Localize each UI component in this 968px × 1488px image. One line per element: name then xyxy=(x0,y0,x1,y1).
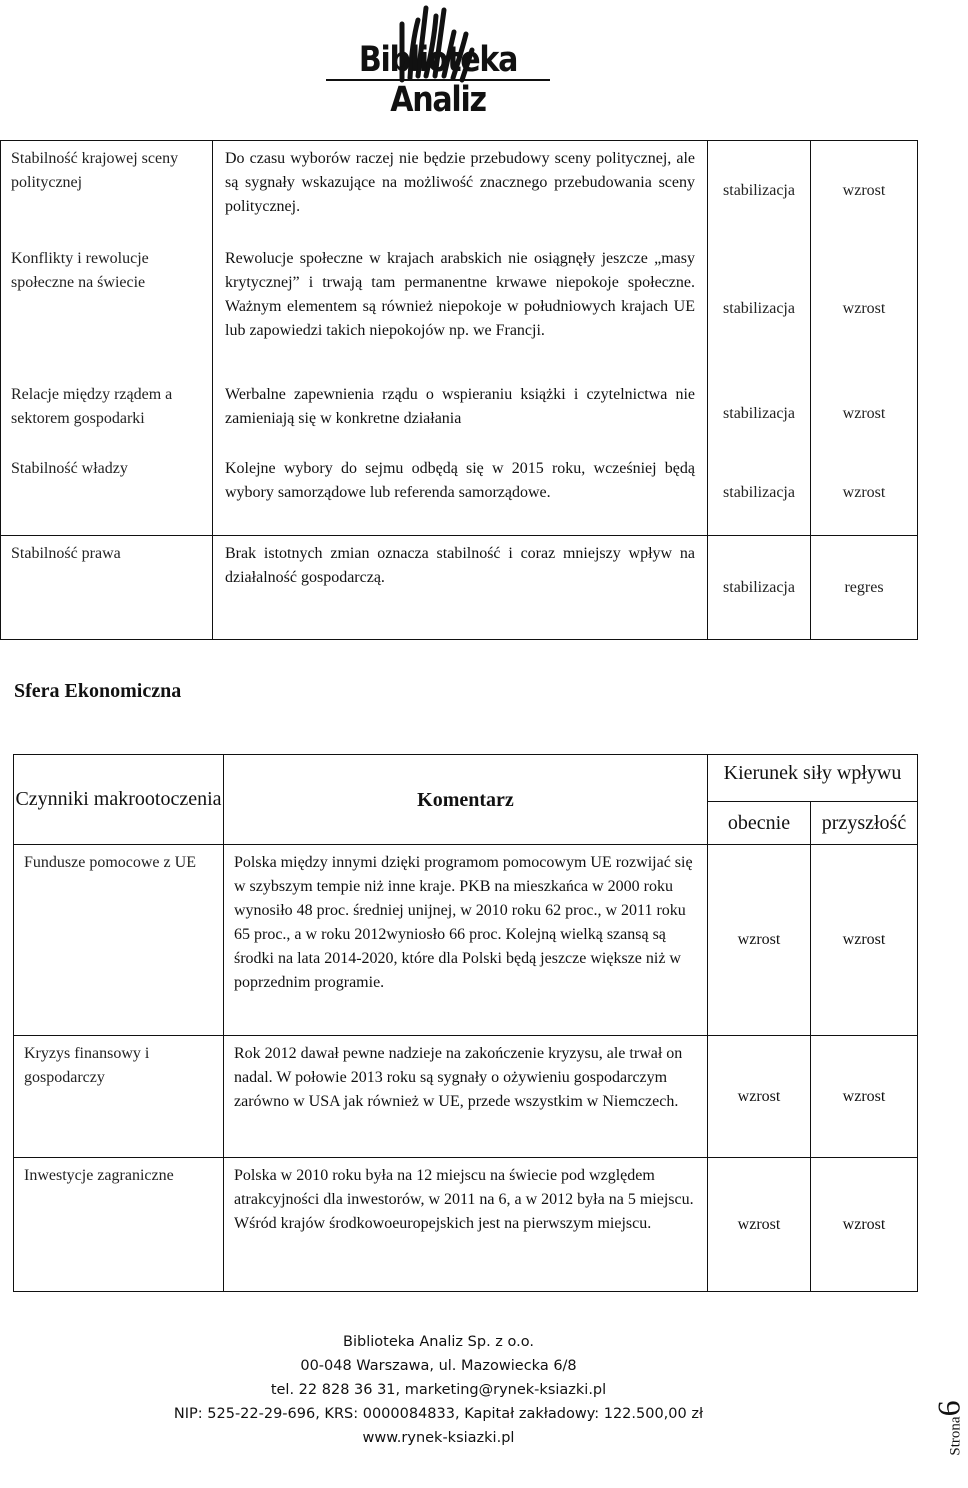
comment-cell: Do czasu wyborów raczej nie będzie przebudowy sceny politycznej, ale są sygnały wskazujące na możliwość znacznego przebudowania sceny politycznej. xyxy=(213,141,708,242)
footer xyxy=(0,1330,877,1450)
table-row xyxy=(14,845,918,1036)
factor-cell: Stabilność władzy xyxy=(1,451,213,536)
future-direction-cell: wzrost xyxy=(811,451,918,536)
current-direction-cell: stabilizacja xyxy=(708,451,811,536)
factor-cell: Fundusze pomocowe z UE xyxy=(14,845,224,1036)
factor-cell: Relacje między rządem a sektorem gospodarki xyxy=(1,377,213,451)
comment-cell: Polska między innymi dzięki programom pomocowym UE rozwijać się w szybszym tempie niż inne kraje. PKB na mieszkańca w 2000 roku wynosiło 48 proc. średniej unijnej, w 2010 roku 62 proc., w 2011 roku 65 proc., a w roku 2012wyniosło 66 proc. Kolejną wielką szansą są środki na lata 2014-2020, które dla Polski będą jeszcze większe niż w poprzednim programie. xyxy=(224,845,708,1036)
factor-cell: Stabilność prawa xyxy=(1,536,213,640)
header-factor: Czynniki makrootoczenia xyxy=(14,755,224,845)
logo-text: Biblioteka Analiz xyxy=(358,40,518,120)
page-number xyxy=(930,1368,967,1488)
table-row xyxy=(1,377,918,451)
table-row xyxy=(14,1036,918,1158)
table-row xyxy=(1,241,918,377)
table-row xyxy=(1,451,918,536)
table-row xyxy=(1,536,918,640)
future-direction-cell: wzrost xyxy=(811,845,918,1036)
current-direction-cell: stabilizacja xyxy=(708,536,811,640)
future-direction-cell: regres xyxy=(811,536,918,640)
section-title: Sfera Ekonomiczna xyxy=(14,680,182,702)
current-direction-cell: stabilizacja xyxy=(708,141,811,242)
footer-contact[interactable]: tel. 22 828 36 31, marketing@rynek-ksiazki.pl xyxy=(270,1382,607,1398)
current-direction-cell: wzrost xyxy=(708,1036,811,1158)
political-factors-table xyxy=(0,140,918,640)
header-row xyxy=(14,755,918,802)
factor-cell: Konflikty i rewolucje społeczne na świecie xyxy=(1,241,213,377)
header-current: obecnie xyxy=(708,802,811,845)
future-direction-cell: wzrost xyxy=(811,377,918,451)
current-direction-cell: wzrost xyxy=(708,1158,811,1292)
current-direction-cell: stabilizacja xyxy=(708,377,811,451)
comment-cell: Brak istotnych zmian oznacza stabilność i coraz mniejszy wpływ na działalność gospodarczą. xyxy=(213,536,708,640)
comment-cell: Rok 2012 dawał pewne nadzieje na zakończenie kryzysu, ale trwał on nadal. W połowie 2013 roku są sygnały o ożywieniu gospodarczym zarówno w USA jak również w UE, przede wszystkim w Niemczech. xyxy=(224,1036,708,1158)
factor-cell: Stabilność krajowej sceny politycznej xyxy=(1,141,213,242)
table-row xyxy=(14,1158,918,1292)
logo xyxy=(322,2,554,120)
future-direction-cell: wzrost xyxy=(811,241,918,377)
factor-cell: Inwestycje zagraniczne xyxy=(14,1158,224,1292)
page-number-value: 6 xyxy=(930,1400,967,1417)
comment-cell: Werbalne zapewnienia rządu o wspieraniu książki i czytelnictwa nie zamieniają się w konkretne działania xyxy=(213,377,708,451)
comment-cell: Polska w 2010 roku była na 12 miejscu na świecie pod względem atrakcyjności dla inwestorów, w 2011 na 6, a w 2012 była na 5 miejscu. Wśród krajów środkowoeuropejskich jest na pierwszym miejscu. xyxy=(224,1158,708,1292)
header-direction: Kierunek siły wpływu xyxy=(708,755,918,802)
future-direction-cell: wzrost xyxy=(811,1158,918,1292)
page-label: Strona xyxy=(947,1416,964,1456)
comment-cell: Kolejne wybory do sejmu odbędą się w 2015 roku, wcześniej będą wybory samorządowe lub referenda samorządowe. xyxy=(213,451,708,536)
footer-company: Biblioteka Analiz Sp. z o.o. xyxy=(343,1334,534,1350)
table-row xyxy=(1,141,918,242)
header-comment: Komentarz xyxy=(224,755,708,845)
economic-factors-table xyxy=(13,754,918,1292)
header-future: przyszłość xyxy=(811,802,918,845)
current-direction-cell: wzrost xyxy=(708,845,811,1036)
footer-address: 00-048 Warszawa, ul. Mazowiecka 6/8 xyxy=(300,1358,577,1374)
future-direction-cell: wzrost xyxy=(811,1036,918,1158)
current-direction-cell: stabilizacja xyxy=(708,241,811,377)
factor-cell: Kryzys finansowy i gospodarczy xyxy=(14,1036,224,1158)
comment-cell: Rewolucje społeczne w krajach arabskich nie osiągnęły jeszcze „masy krytycznej” i trwają tam permanentne krwawe niepokoje społeczne. Ważnym elementem są również niepokoje w południowych krajach UE lub zapowiedzi takich niepokojów np. we Francji. xyxy=(213,241,708,377)
future-direction-cell: wzrost xyxy=(811,141,918,242)
footer-website[interactable]: www.rynek-ksiazki.pl xyxy=(362,1430,515,1446)
footer-registry: NIP: 525-22-29-696, KRS: 0000084833, Kapitał zakładowy: 122.500,00 zł xyxy=(173,1406,704,1422)
